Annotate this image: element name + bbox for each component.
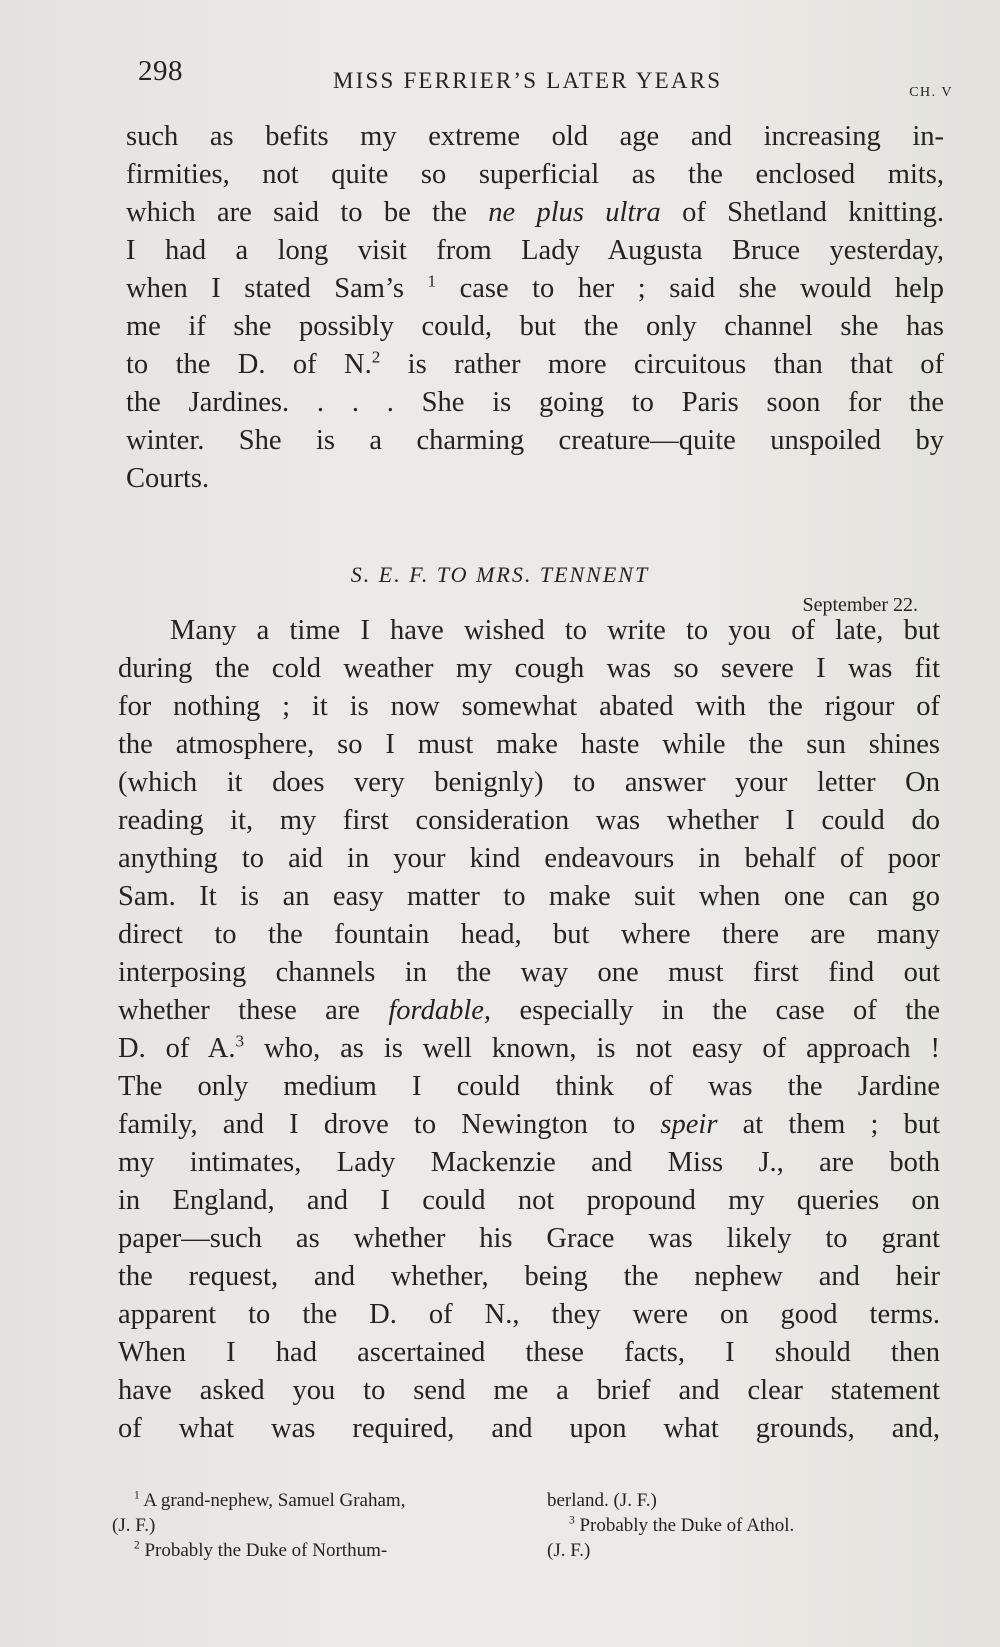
footnote-text: A grand-nephew, Samuel Graham,: [139, 1490, 406, 1511]
running-head: [138, 55, 953, 100]
text-run: especially in the case of the: [491, 995, 941, 1026]
text-line: me if she possibly could, but the only channel she has: [126, 311, 944, 342]
footnote-ref: 1: [427, 271, 437, 291]
text-line: during the cold weather my cough was so severe I was fit: [118, 653, 940, 684]
text-line: The only medium I could think of was the Jardine: [118, 1071, 940, 1102]
chapter-mark: CH. V: [909, 85, 953, 100]
italic-word: speir: [660, 1109, 718, 1140]
text-line: paper—such as whether his Grace was likely to grant: [118, 1223, 940, 1254]
italic-word: fordable,: [388, 995, 492, 1026]
text-line: [118, 1030, 940, 1068]
text-line: interposing channels in the way one must first find out: [118, 957, 940, 988]
footnote-3-end: (J. F.): [547, 1540, 591, 1561]
footnote-ref: 3: [235, 1031, 245, 1051]
text-run: case to her ; said she would help: [436, 273, 944, 304]
footnote-column-left: [112, 1488, 532, 1563]
text-line: apparent to the D. of N., they were on good terms.: [118, 1299, 940, 1330]
letter-body: [118, 612, 940, 1448]
text-run: family, and I drove to Newington to: [118, 1109, 661, 1140]
text-line: I had a long visit from Lady Augusta Bruce yesterday,: [126, 235, 944, 266]
text-line: [118, 1106, 940, 1144]
footnote-mark: 3: [569, 1514, 575, 1527]
footnote-text: Probably the Duke of Northum-: [139, 1540, 388, 1561]
text-line: in England, and I could not propound my queries on: [118, 1185, 940, 1216]
text-line: direct to the fountain head, but where there are many: [118, 919, 940, 950]
footnote-column-right: [547, 1488, 937, 1563]
text-line: [118, 992, 940, 1030]
text-line: Sam. It is an easy matter to make suit when one can go: [118, 881, 940, 912]
footnotes: [112, 1488, 932, 1578]
footnote-1: [112, 1488, 532, 1513]
footnote-2: [112, 1538, 532, 1563]
footnote-3: [547, 1513, 937, 1538]
text-line: Many a time I have wished to write to you of late, but: [170, 615, 940, 646]
text-run: at them ; but: [717, 1109, 941, 1140]
page-number: 298: [138, 55, 183, 87]
footnote-mark: 2: [134, 1539, 140, 1552]
text-line: firmities, not quite so superficial as the enclosed mits,: [126, 159, 944, 190]
text-line: for nothing ; it is now somewhat abated with the rigour of: [118, 691, 940, 722]
text-run: to the D. of N.: [126, 349, 372, 380]
text-line: reading it, my first consideration was whether I could do: [118, 805, 940, 836]
text-line: anything to aid in your kind endeavours in behalf of poor: [118, 843, 940, 874]
text-line: (which it does very benignly) to answer your letter On: [118, 767, 940, 798]
text-line: [126, 194, 944, 232]
text-run: which are said to be the: [126, 197, 489, 228]
footnote-1-end: (J. F.): [112, 1515, 156, 1536]
text-line: the request, and whether, being the nephew and heir: [118, 1261, 940, 1292]
footnote-text: Probably the Duke of Athol.: [574, 1515, 795, 1536]
text-line: of what was required, and upon what grounds, and,: [118, 1413, 940, 1444]
paragraph-continued: [126, 118, 944, 498]
text-run: D. of A.: [118, 1033, 236, 1064]
text-run: of Shetland knitting.: [660, 197, 945, 228]
text-line: Courts.: [126, 463, 210, 494]
italic-phrase: ne plus ultra: [488, 197, 661, 228]
text-line: [126, 270, 944, 308]
text-line: the Jardines. . . . She is going to Paris soon for the: [126, 387, 944, 418]
text-line: such as befits my extreme old age and increasing in-: [126, 121, 944, 152]
letter-heading: S. E. F. TO MRS. TENNENT: [350, 562, 650, 587]
running-title: MISS FERRIER’S LATER YEARS: [333, 68, 723, 93]
text-line: When I had ascertained these facts, I should then: [118, 1337, 940, 1368]
footnote-2-end: berland. (J. F.): [547, 1490, 657, 1511]
text-run: when I stated Sam’s: [126, 273, 428, 304]
text-line: the atmosphere, so I must make haste while the sun shines: [118, 729, 940, 760]
text-line: have asked you to send me a brief and clear statement: [118, 1375, 940, 1406]
text-line: [126, 346, 944, 384]
text-run: is rather more circuitous than that of: [380, 349, 945, 380]
text-run: who, as is well known, is not easy of approach !: [244, 1033, 940, 1064]
letter-date: September 22.: [802, 594, 918, 616]
footnote-mark: 1: [134, 1489, 140, 1502]
text-line: my intimates, Lady Mackenzie and Miss J., are both: [118, 1147, 940, 1178]
text-run: whether these are: [118, 995, 389, 1026]
footnote-ref: 2: [371, 347, 381, 367]
text-line: winter. She is a charming creature—quite unspoiled by: [126, 425, 944, 456]
